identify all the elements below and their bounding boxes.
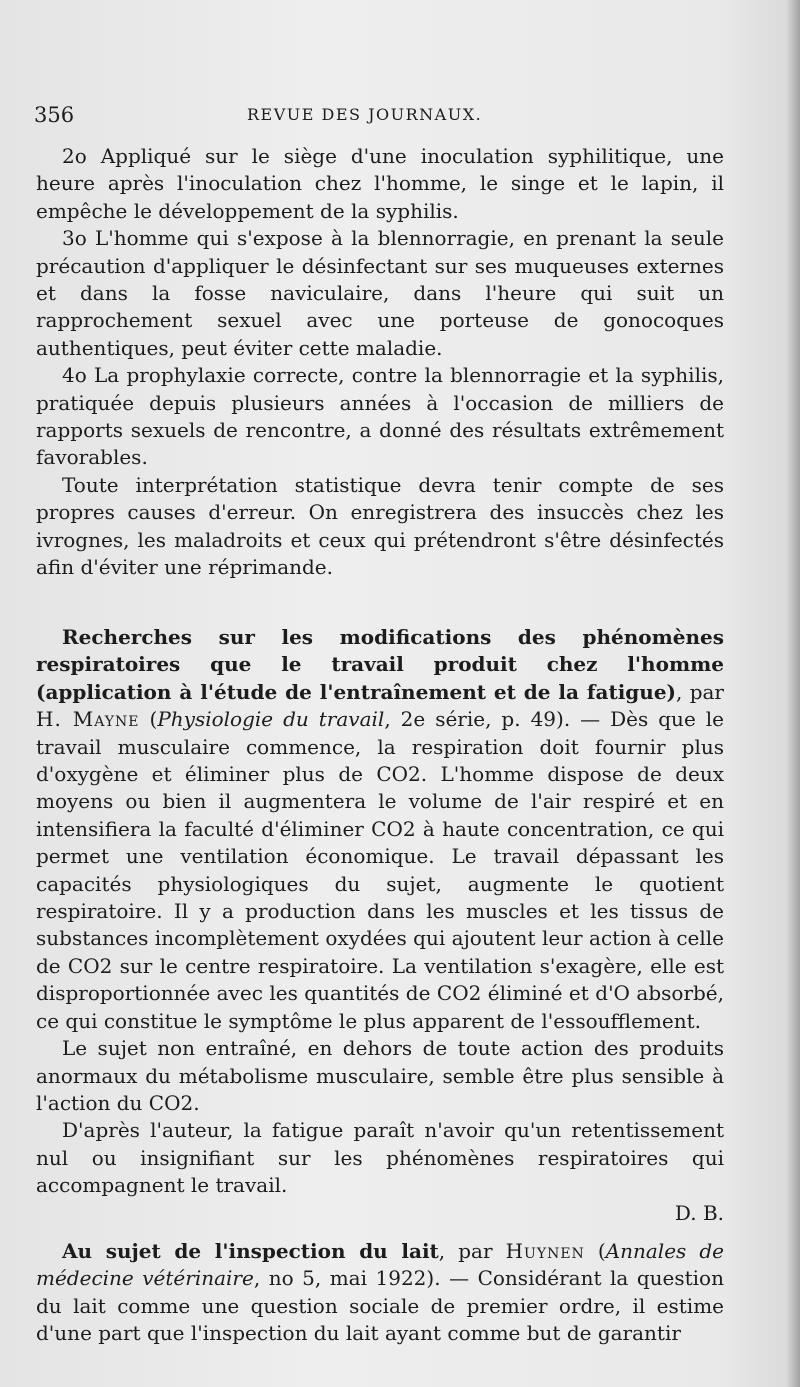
article-ref-rest: , no 5, mai 1922). — [253,1266,478,1291]
article-journal: Physiologie du travail [157,707,385,732]
article-ref-open: ( [139,707,158,732]
page-edge-shadow [786,0,800,1387]
article-signature: D. B. [674,1200,724,1225]
article-journal: Annales de médecine vétérinaire [36,1239,725,1291]
article-title: Au sujet de l'inspection du lait [62,1239,439,1263]
article-author: Huynen [505,1239,585,1263]
article-body: Considérant la question du lait comme une question sociale de premier ordre, il estime d'une part que l'inspection du lait ayant comme but de garantir [36,1266,724,1346]
continued-list [36,143,724,582]
article-ref-open: ( [584,1239,606,1263]
article-paragraph-entrainement: Le sujet non entraîné, en dehors de toute action des produits anormaux du métabolisme musculaire, semble être plus sensible à l'action du CO2. [36,1036,724,1115]
article-by: , par [438,1239,506,1263]
article-title: Recherches sur les modifications des phénomènes respiratoires que le travail produit chez l'homme (application à l'étude de l'entraînement et de la fatigue) [36,625,724,704]
article-heading [36,624,724,1035]
running-title: REVUE DES JOURNAUX. [247,105,483,124]
page-number: 356 [34,103,75,127]
paragraph-statistics: Toute interprétation statistique devra tenir compte de ses propres causes d'erreur. On enregistrera des insuccès chez les ivrognes, les maladroits et ceux qui prétendront s'être désinfectés afin d'éviter une réprimande. [36,472,724,580]
paragraph-point-3: 3o L'homme qui s'expose à la blennorragie, en prenant la seule précaution d'appliquer le désinfectant sur ses muqueuses externes et dans la fosse naviculaire, dans l'heure qui suit un rapprochement sexuel avec une porteuse de gonocoques authentiques, peut éviter cette maladie. [36,226,724,360]
article-lait [36,1238,724,1348]
article-paragraph-fatigue: D'après l'auteur, la fatigue paraît n'avoir qu'un retentissement nul ou insignifiant sur les phénomènes respiratoires qui accompagnent le travail. [36,1118,724,1198]
article-by: , par [676,679,724,704]
article-author: H. Mayne [36,707,140,732]
article-respiration [36,624,724,1227]
article-ref-rest: , 2e série, p. 49). — [384,707,611,732]
paragraph-point-2: 2o Appliqué sur le siège d'une inoculation syphilitique, une heure après l'inoculation chez l'homme, le singe et le lapin, il empêche le développement de la syphilis. [36,144,724,223]
paragraph-point-4: 4o La prophylaxie correcte, contre la blennorragie et la syphilis, pratiquée depuis plusieurs années à l'occasion de milliers de rapports sexuels de rencontre, a donné des résultats extrêmement favorables. [36,363,724,470]
article-body: Dès que le travail musculaire commence, la respiration doit fournir plus d'oxygène et éliminer plus de CO2. L'homme dispose de deux moyens ou bien il augmentera le volume de l'air respiré et en intensifiera la faculté d'éliminer CO2 à haute concentration, ce qui permet une ventilation économique. Le travail dépassant les capacités physiologiques du sujet, augmente le quotient respiratoire. Il y a production dans les muscles et les tissus de substances incomplètement oxydées qui ajoutent leur action à celle de CO2 sur le centre respiratoire. La ventilation s'exagère, elle est disproportionnée avec les quantités de CO2 éliminé et d'O absorbé, ce qui constitue le symptôme le plus apparent de l'essoufflement. [36,707,724,1033]
article-heading [36,1238,724,1348]
